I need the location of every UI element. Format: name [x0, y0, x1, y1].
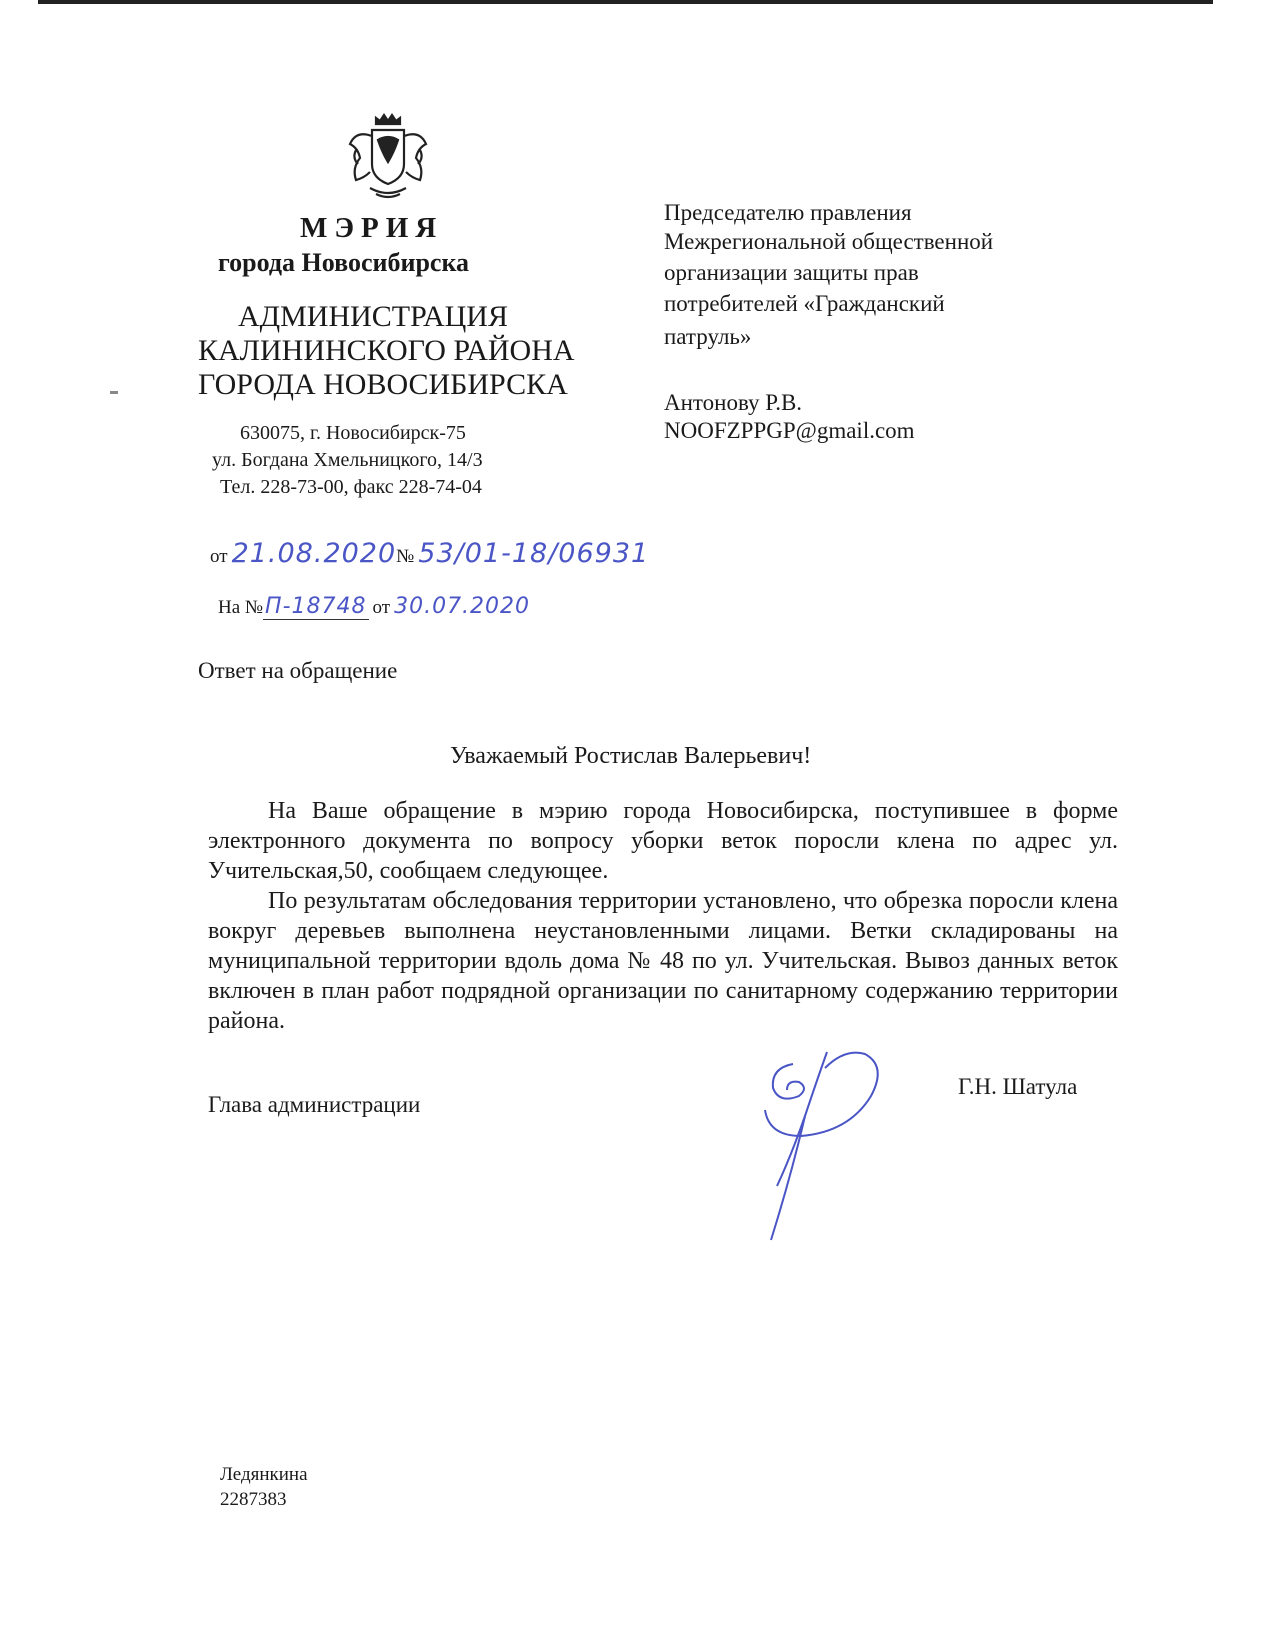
- recipient-line-4: потребителей «Гражданский: [664, 291, 945, 316]
- handwritten-signature: [755, 1050, 925, 1250]
- recipient-name: Антонову Р.В.: [664, 390, 803, 415]
- signer-name: Г.Н. Шатула: [958, 1074, 1078, 1099]
- letterhead-address-line-1: 630075, г. Новосибирск-75: [240, 422, 466, 444]
- recipient-line-5: патруль»: [664, 324, 752, 349]
- incoming-reference: [218, 594, 530, 619]
- salutation: Уважаемый Ростислав Валерьевич!: [450, 743, 812, 769]
- letterhead-address-line-3: Тел. 228-73-00, факс 228-74-04: [220, 476, 482, 498]
- body-paragraph-1: На Ваше обращение в мэрию города Новосибирска, поступившее в форме электронного документа по вопросу уборки веток поросли клена по адрес ул. Учительская,50, сообщаем следующее.: [208, 798, 1118, 884]
- recipient-line-3: организации защиты прав: [664, 260, 919, 285]
- scan-top-edge: [38, 0, 1213, 4]
- signer-position: Глава администрации: [208, 1092, 421, 1117]
- coat-of-arms-emblem: [342, 110, 434, 202]
- executor-phone: 2287383: [220, 1489, 287, 1510]
- reply-label: На №: [218, 597, 264, 618]
- executor-name: Ледянкина: [220, 1464, 308, 1485]
- scan-mark: [110, 391, 118, 394]
- outgoing-registration: [210, 538, 649, 569]
- recipient-line-2: Межрегиональной общественной: [664, 229, 994, 254]
- number-label: №: [396, 546, 415, 567]
- letterhead-org: МЭРИЯ: [300, 212, 444, 244]
- letter-body: [208, 796, 1118, 1036]
- letterhead-admin-line-1: АДМИНИСТРАЦИЯ: [238, 300, 508, 333]
- reply-from-label: от: [372, 597, 391, 618]
- outgoing-number: 53/01-18/06931: [418, 538, 650, 569]
- letterhead-address-line-2: ул. Богдана Хмельницкого, 14/3: [212, 449, 483, 471]
- letterhead-admin-line-2: КАЛИНИНСКОГО РАЙОНА: [198, 334, 575, 367]
- letterhead-city: города Новосибирска: [218, 248, 470, 277]
- from-label: от: [210, 546, 228, 567]
- reply-date: 30.07.2020: [394, 594, 531, 619]
- recipient-line-1: Председателю правления: [664, 200, 912, 225]
- letter-subject: Ответ на обращение: [198, 658, 398, 683]
- letterhead-admin-line-3: ГОРОДА НОВОСИБИРСКА: [198, 368, 568, 401]
- body-paragraph-2: По результатам обследования территории установлено, что обрезка поросли клена вокруг деревьев выполнена неустановленными лицами. Ветки складированы на муниципальной территории вдоль дома № 48 по ул. Учительская. Вывоз данных веток включен в план работ подрядной организации по санитарному содержанию территории района.: [208, 888, 1118, 1034]
- outgoing-date: 21.08.2020: [231, 538, 397, 569]
- recipient-email: NOOFZPPGP@gmail.com: [664, 418, 915, 443]
- reply-number: П-18748: [265, 594, 367, 619]
